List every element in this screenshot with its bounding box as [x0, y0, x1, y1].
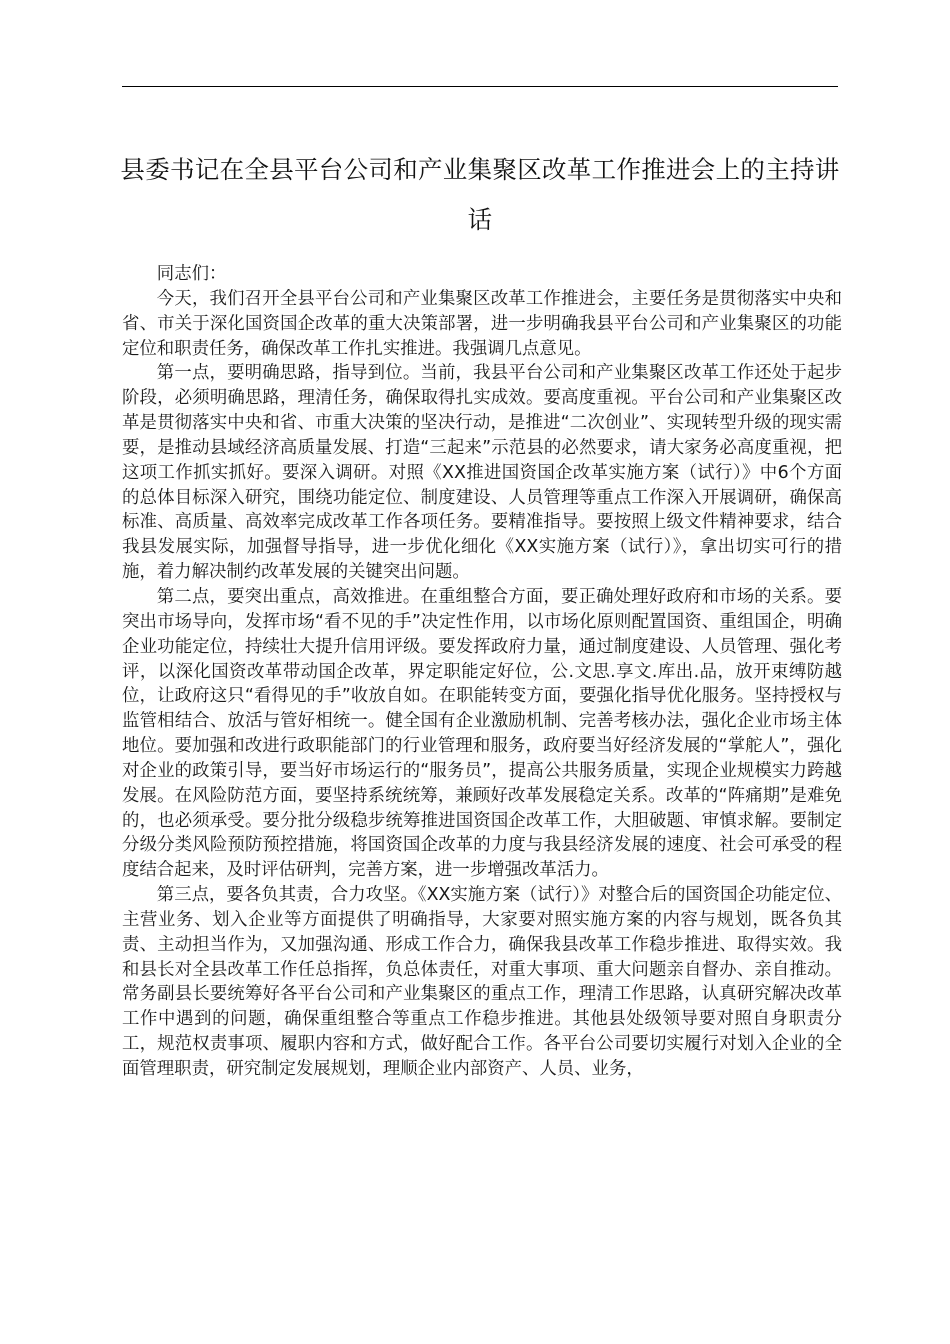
paragraph-point-two: 第二点，要突出重点，高效推进。在重组整合方面，要正确处理好政府和市场的关系。要突出市场导向，发挥市场“看不见的手”决定性作用，以市场化原则配置国资、重组国企，明确企业功能定位，持续壮大提升信用评级。要发挥政府力量，通过制度建设、人员管理、强化考评，以深化国资改革带动国企改革，界定职能定好位，公.文思.享文.库出.品，放开束缚防越位，让政府这只“看得见的手”收放自如。在职能转变方面，要强化指导优化服务。坚持授权与监管相结合、放活与管好相统一。健全国有企业激励机制、完善考核办法，强化企业市场主体地位。要加强和改进行政职能部门的行业管理和服务，政府要当好经济发展的“掌舵人”，强化对企业的政策引导，要当好市场运行的“服务员”，提高公共服务质量，实现企业规模实力跨越发展。在风险防范方面，要坚持系统统筹，兼顾好改革发展稳定关系。改革的“阵痛期”是难免的，也必须承受。要分批分级稳步统筹推进国资国企改革工作，大胆破题、审慎求解。要制定分级分类风险预防预控措施，将国资国企改革的力度与我县经济发展的速度、社会可承受的程度结合起来，及时评估研判，完善方案，进一步增强改革活力。 — [122, 586, 842, 881]
document-title: 县委书记在全县平台公司和产业集聚区改革工作推进会上的主持讲话 — [120, 155, 840, 234]
salutation: 同志们： — [156, 264, 227, 284]
document-body — [122, 262, 842, 1082]
paragraph-intro: 今天，我们召开全县平台公司和产业集聚区改革工作推进会，主要任务是贯彻落实中央和省、市关于深化国资国企改革的重大决策部署，进一步明确我县平台公司和产业集聚区的功能定位和职责任务，确保改革工作扎实推进。我强调几点意见。 — [122, 288, 842, 359]
paragraph-point-three: 第三点，要各负其责，合力攻坚。《XX实施方案（试行）》对整合后的国资国企功能定位、主营业务、划入企业等方面提供了明确指导，大家要对照实施方案的内容与规划，既各负其责、主动担当作为，又加强沟通、形成工作合力，确保我县改革工作稳步推进、取得实效。我和县长对全县改革工作任总指挥，负总体责任，对重大事项、重大问题亲自督办、亲自推动。常务副县长要统筹好各平台公司和产业集聚区的重点工作，理清工作思路，认真研究解决改革工作中遇到的问题，确保重组整合等重点工作稳步推进。其他县处级领导要对照自身职责分工，规范权责事项、履职内容和方式，做好配合工作。各平台公司要切实履行对划入企业的全面管理职责，研究制定发展规划，理顺企业内部资产、人员、业务， — [122, 885, 842, 1079]
header-rule — [122, 86, 838, 87]
paragraph-point-one: 第一点，要明确思路，指导到位。当前，我县平台公司和产业集聚区改革工作还处于起步阶段，必须明确思路，理清任务，确保取得扎实成效。要高度重视。平台公司和产业集聚区改革是贯彻落实中央和省、市重大决策的坚决行动，是推进“二次创业”、实现转型升级的现实需要，是推动县域经济高质量发展、打造“三起来”示范县的必然要求，请大家务必高度重视，把这项工作抓实抓好。要深入调研。对照《XX推进国资国企改革实施方案（试行）》中6个方面的总体目标深入研究，围绕功能定位、制度建设、人员管理等重点工作深入开展调研，确保高标准、高质量、高效率完成改革工作各项任务。要精准指导。要按照上级文件精神要求，结合我县发展实际，加强督导指导，进一步优化细化《XX实施方案（试行）》，拿出切实可行的措施，着力解决制约改革发展的关键突出问题。 — [122, 363, 842, 583]
